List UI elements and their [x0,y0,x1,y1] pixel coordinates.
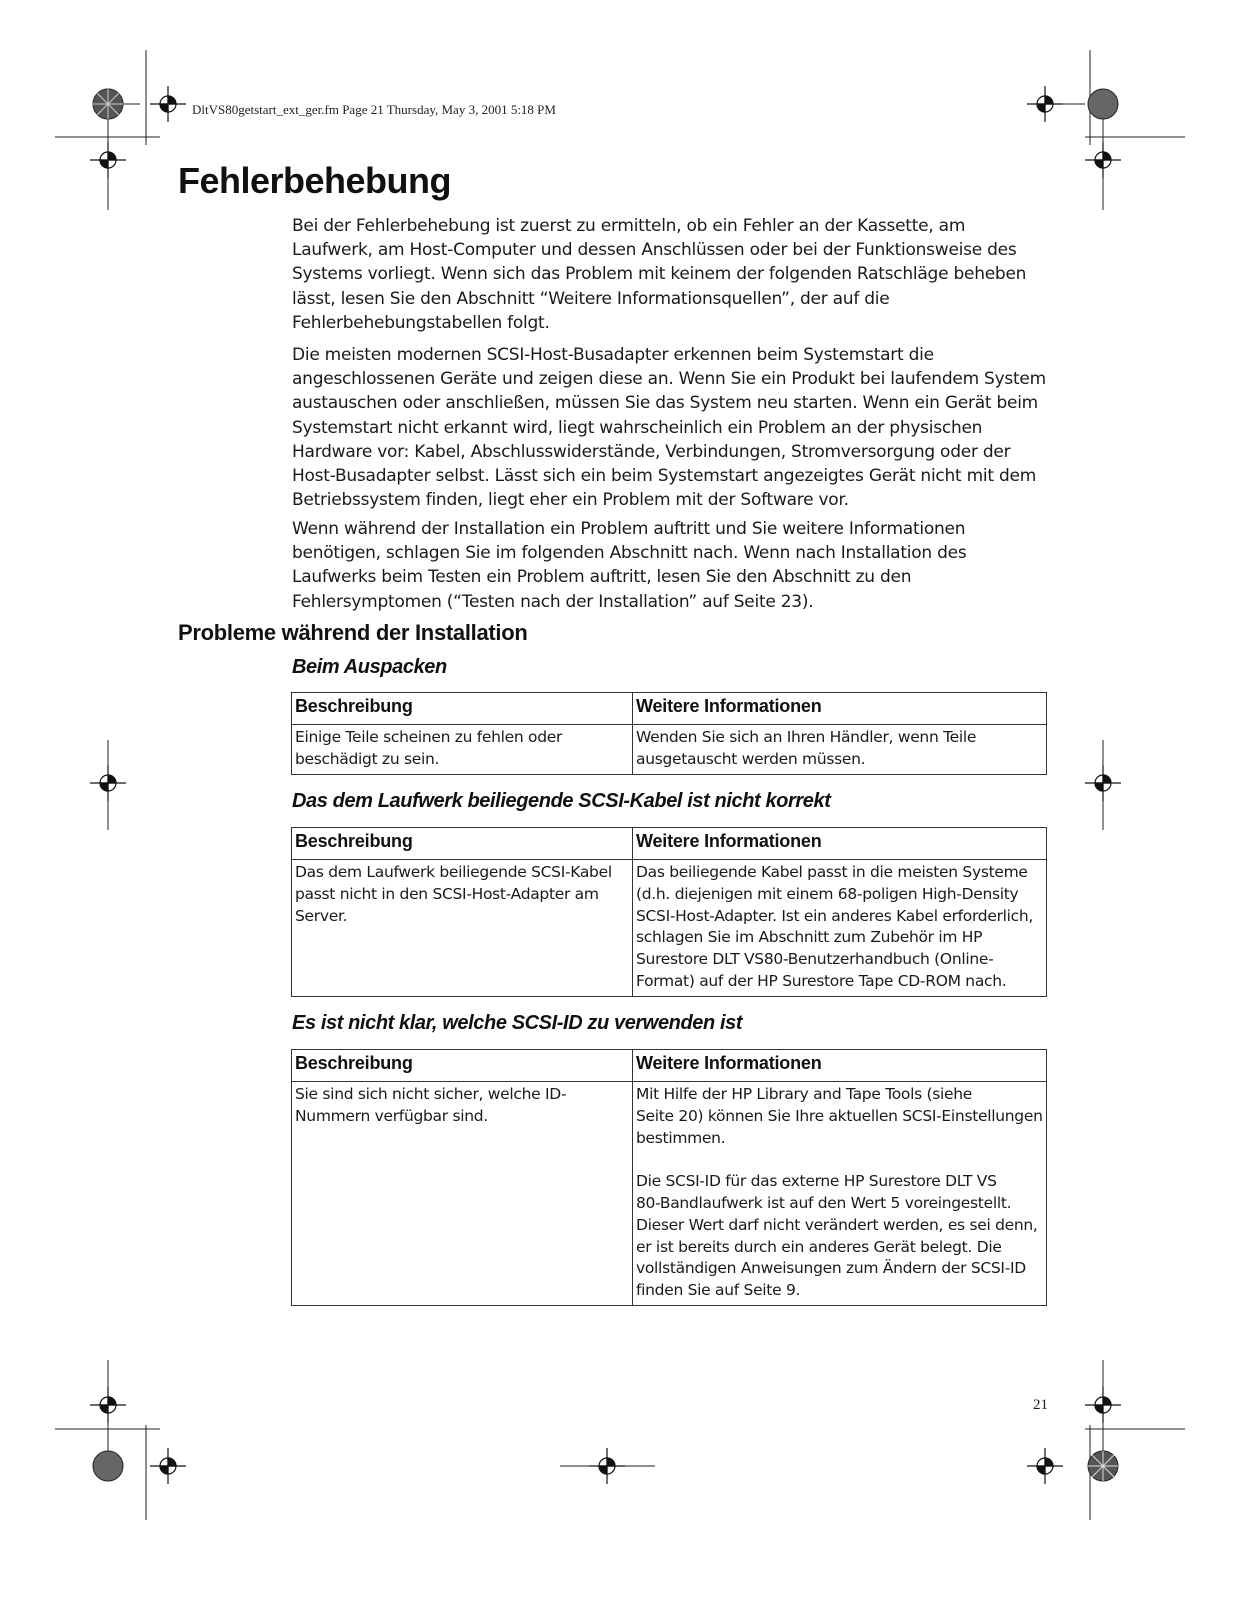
description-cell: Einige Teile scheinen zu fehlen oder beschädigt zu sein. [292,725,633,775]
intro-paragraph-3 [292,517,1048,614]
column-header-description: Beschreibung [292,1050,633,1082]
table-heading-scsi-cable: Das dem Laufwerk beiliegende SCSI-Kabel ist nicht korrekt [292,790,831,812]
table-unpacking [291,692,1047,775]
table-row [292,1082,1047,1306]
table-heading-unpacking: Beim Auspacken [292,656,447,678]
section-heading: Probleme während der Installation [178,620,528,645]
table-scsi-cable [291,827,1047,997]
intro-text-3: Wenn während der Installation ein Problem auftritt und Sie weitere Informationen benötigen, schlagen Sie im folgenden Abschnitt nach. Wenn nach Installation des Laufwerks beim Testen ein Problem auftritt, lesen Sie den Abschnitt zu den Fehlersymptomen (“Testen nach der Installation” auf Seite 23). [292,519,967,612]
table-header-row [292,693,1047,725]
table-header-row [292,828,1047,860]
column-header-more-info: Weitere Informationen [633,828,1047,860]
table-header-row [292,1050,1047,1082]
description-cell: Sie sind sich nicht sicher, welche ID- Nummern verfügbar sind. [292,1082,633,1306]
description-cell: Das dem Laufwerk beiliegende SCSI-Kabel passt nicht in den SCSI-Host-Adapter am Server. [292,860,633,997]
info-cell: Das beiliegende Kabel passt in die meisten Systeme (d.h. diejenigen mit einem 68-poligen High-Density SCSI-Host-Adapter. Ist ein anderes Kabel erforderlich, schlagen Sie im Abschnitt zum Zubehör im HP Surestore DLT VS80-Benutzerhandbuch (Online- Format) auf der HP Surestore Tape CD-ROM nach. [633,860,1047,997]
column-header-description: Beschreibung [292,693,633,725]
file-info-header: DltVS80getstart_ext_ger.fm Page 21 Thursday, May 3, 2001 5:18 PM [192,102,556,117]
intro-text-1: Bei der Fehlerbehebung ist zuerst zu ermitteln, ob ein Fehler an der Kassette, am Laufwerk, am Host-Computer und dessen Anschlüssen oder bei der Funktionsweise des Systems vorliegt. Wenn sich das Problem mit keinem der folgenden Ratschläge beheben lässt, lesen Sie den Abschnitt “Weitere Informationsquellen”, der auf die Fehlerbehebungstabellen folgt. [292,216,1027,333]
column-header-description: Beschreibung [292,828,633,860]
table-row [292,860,1047,997]
table-heading-scsi-id: Es ist nicht klar, welche SCSI-ID zu verwenden ist [292,1012,743,1034]
table-row [292,725,1047,775]
column-header-more-info: Weitere Informationen [633,1050,1047,1082]
page-number: 21 [1033,1397,1048,1413]
table-scsi-id [291,1049,1047,1306]
intro-paragraph-2 [292,343,1048,512]
info-cell: Mit Hilfe der HP Library and Tape Tools (siehe Seite 20) können Sie Ihre aktuellen SCSI-Einstellungen bestimmen. Die SCSI-ID für das externe HP Surestore DLT VS 80-Bandlaufwerk ist auf den Wert 5 voreingestellt. Dieser Wert darf nicht verändert werden, es sei denn, er ist bereits durch ein anderes Gerät belegt. Die vollständigen Anweisungen zum Ändern der SCSI-ID finden Sie auf Seite 9. [633,1082,1047,1306]
intro-paragraph-1 [292,214,1048,335]
page-title: Fehlerbehebung [178,160,452,201]
column-header-more-info: Weitere Informationen [633,693,1047,725]
info-cell: Wenden Sie sich an Ihren Händler, wenn Teile ausgetauscht werden müssen. [633,725,1047,775]
intro-text-2: Die meisten modernen SCSI-Host-Busadapter erkennen beim Systemstart die angeschlossenen Geräte und zeigen diese an. Wenn Sie ein Produkt bei laufendem System austauschen oder anschließen, müssen Sie das System neu starten. Wenn ein Gerät beim Systemstart nicht erkannt wird, liegt wahrscheinlich ein Problem an der physischen Hardware vor: Kabel, Abschlusswiderstände, Verbindungen, Stromversorgung oder der Host-Busadapter selbst. Lässt sich ein beim Systemstart angezeigtes Gerät nicht mit dem Betriebssystem finden, liegt eher ein Problem mit der Software vor. [292,345,1046,511]
